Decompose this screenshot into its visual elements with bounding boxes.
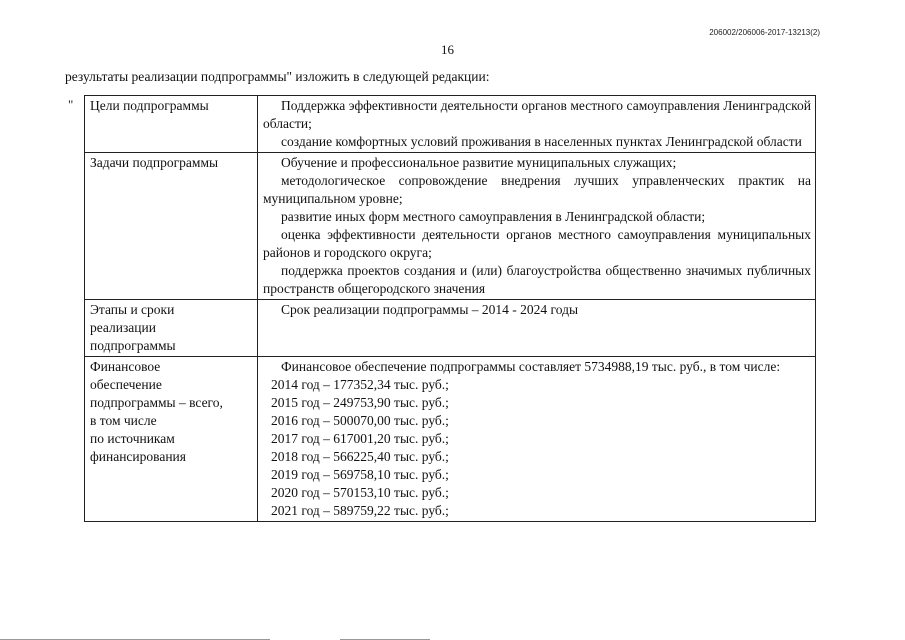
row-label: Задачи подпрограммы xyxy=(85,153,258,300)
paragraph: методологическое сопровождение внедрения лучших управленческих практик на муниципальном уровне; xyxy=(263,173,811,206)
table-row xyxy=(85,300,816,357)
row-label xyxy=(85,300,258,357)
label-line: подпрограммы xyxy=(90,338,176,353)
row-content xyxy=(258,96,816,153)
row-label: Цели подпрограммы xyxy=(85,96,258,153)
financing-year: 2018 год – 566225,40 тыс. руб.; xyxy=(271,449,449,464)
financing-year: 2014 год – 177352,34 тыс. руб.; xyxy=(271,377,449,392)
label-line: в том числе xyxy=(90,413,157,428)
table-row xyxy=(85,96,816,153)
paragraph: создание комфортных условий проживания в населенных пунктах Ленинградской области xyxy=(281,134,802,149)
paragraph: оценка эффективности деятельности органов местного самоуправления муниципальных районов и городского округа; xyxy=(263,227,811,260)
row-content xyxy=(258,153,816,300)
table-row xyxy=(85,357,816,522)
label-line: по источникам xyxy=(90,431,175,446)
label-line: Этапы и сроки xyxy=(90,302,175,317)
financing-year: 2021 год – 589759,22 тыс. руб.; xyxy=(271,503,449,518)
financing-year: 2015 год – 249753,90 тыс. руб.; xyxy=(271,395,449,410)
document-id: 206002/206006-2017-13213(2) xyxy=(709,28,820,37)
paragraph: поддержка проектов создания и (или) благоустройства общественно значимых публичных пространств общегородского значения xyxy=(263,263,811,296)
table-row xyxy=(85,153,816,300)
label-line: финансирования xyxy=(90,449,186,464)
paragraph: Поддержка эффективности деятельности органов местного самоуправления Ленинградской области; xyxy=(263,98,811,131)
financing-year: 2016 год – 500070,00 тыс. руб.; xyxy=(271,413,449,428)
paragraph: развитие иных форм местного самоуправления в Ленинградской области; xyxy=(281,209,706,224)
page-number: 16 xyxy=(441,42,454,57)
paragraph: Срок реализации подпрограммы – 2014 - 2024 годы xyxy=(281,302,579,317)
opening-quote: " xyxy=(68,97,74,112)
row-content xyxy=(258,357,816,522)
financing-year: 2017 год – 617001,20 тыс. руб.; xyxy=(271,431,449,446)
subprogram-passport-table xyxy=(84,95,816,522)
label-line: Финансовое xyxy=(90,359,161,374)
row-label xyxy=(85,357,258,522)
label-line: реализации xyxy=(90,320,156,335)
intro-text: результаты реализации подпрограммы" изложить в следующей редакции: xyxy=(65,69,490,84)
financing-intro: Финансовое обеспечение подпрограммы составляет 5734988,19 тыс. руб., в том числе: xyxy=(281,359,781,374)
label-line: обеспечение xyxy=(90,377,162,392)
paragraph: Обучение и профессиональное развитие муниципальных служащих; xyxy=(281,155,677,170)
financing-year: 2019 год – 569758,10 тыс. руб.; xyxy=(271,467,449,482)
financing-year: 2020 год – 570153,10 тыс. руб.; xyxy=(271,485,449,500)
row-content xyxy=(258,300,816,357)
label-line: подпрограммы – всего, xyxy=(90,395,223,410)
